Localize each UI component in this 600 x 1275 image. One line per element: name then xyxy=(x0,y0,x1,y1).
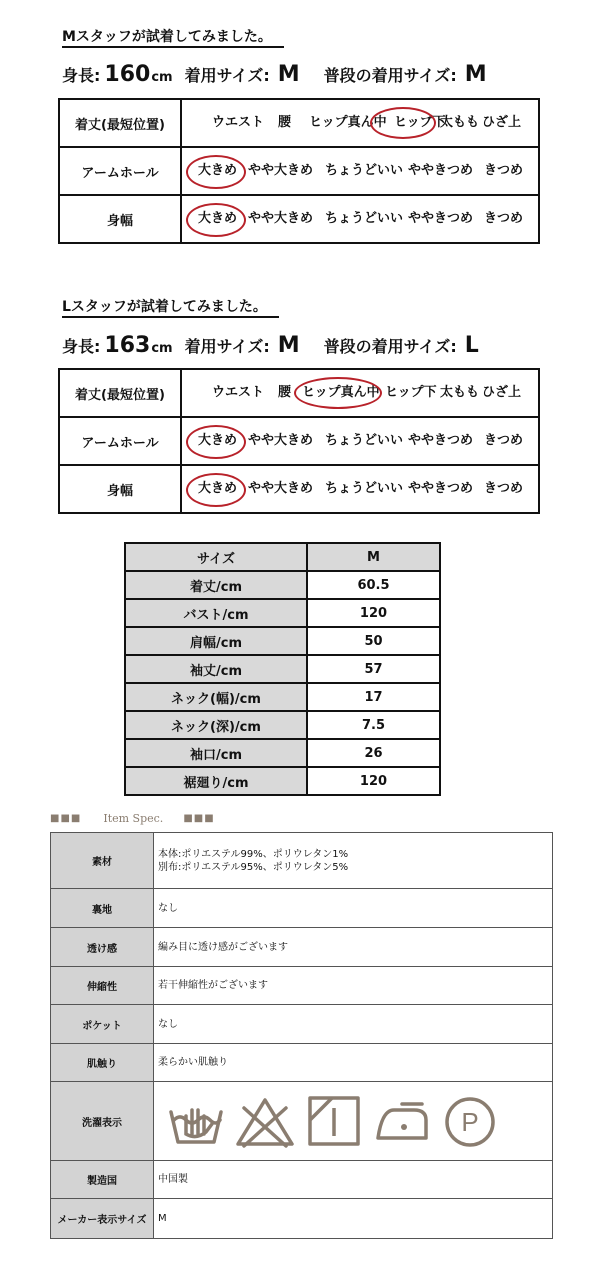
row-label: 身幅 xyxy=(59,465,181,513)
option-selected: 大きめ xyxy=(198,433,238,448)
table-row xyxy=(125,767,440,795)
fit-row-width xyxy=(59,465,539,513)
spec-key: 透け感 xyxy=(51,928,154,967)
spec-value: なし xyxy=(154,889,553,928)
size-header-value: M xyxy=(307,543,440,571)
option: ややきつめ xyxy=(408,163,474,178)
option-selected: ヒップ下 xyxy=(394,115,446,130)
size-label: 着用サイズ: xyxy=(184,337,270,356)
option: 腰 xyxy=(278,115,292,130)
dry-clean-p-icon xyxy=(442,1094,498,1148)
option: やや大きめ xyxy=(248,481,314,496)
option: 腰 xyxy=(278,385,292,400)
spec-row-texture xyxy=(51,1044,553,1082)
spec-row-lining xyxy=(51,889,553,928)
usual-size-label: 普段の着用サイズ: xyxy=(323,337,457,356)
fit-row-armhole xyxy=(59,147,539,195)
spec-row-stretch xyxy=(51,967,553,1005)
spec-key: 洗濯表示 xyxy=(51,1082,154,1161)
spec-row-origin xyxy=(51,1161,553,1199)
option: ヒップ真ん中 xyxy=(309,115,387,130)
size-value: 120 xyxy=(307,767,440,795)
item-spec-table xyxy=(50,832,553,1239)
staff-l-stats xyxy=(62,333,479,358)
row-label: 着丈(最短位置) xyxy=(59,369,181,417)
height-label: 身長: xyxy=(62,66,101,85)
size-header-key: サイズ xyxy=(125,543,307,571)
selection-ring xyxy=(186,473,246,507)
header-marks-left: ■■■ xyxy=(50,813,82,824)
option: 太もも xyxy=(440,385,480,400)
option: ちょうどいい xyxy=(325,481,404,496)
option: ひざ上 xyxy=(482,385,522,400)
size-key: バスト/cm xyxy=(125,599,307,627)
staff-m-stats xyxy=(62,62,487,87)
spec-row-material xyxy=(51,833,553,889)
svg-text:P: P xyxy=(461,1107,479,1137)
option: ウエスト xyxy=(212,115,265,130)
size-key: 着丈/cm xyxy=(125,571,307,599)
spec-value-line: 本体:ポリエステル99%、ポリウレタン1% xyxy=(158,848,349,860)
spec-key: 肌触り xyxy=(51,1044,154,1082)
option: ヒップ下 xyxy=(385,385,437,400)
table-row xyxy=(125,571,440,599)
option: ウエスト xyxy=(212,385,265,400)
height-unit: cm xyxy=(151,70,173,85)
height-value: 160 xyxy=(104,62,151,87)
option: やや大きめ xyxy=(248,211,314,226)
option: ややきつめ xyxy=(408,481,474,496)
item-spec-header xyxy=(50,812,215,825)
height-unit: cm xyxy=(151,341,173,356)
selection-ring xyxy=(186,425,246,459)
size-key: ネック(深)/cm xyxy=(125,711,307,739)
option: ひざ上 xyxy=(482,115,522,130)
option: ちょうどいい xyxy=(325,211,404,226)
table-row xyxy=(125,655,440,683)
option: 太もも xyxy=(440,115,480,130)
option: きつめ xyxy=(484,481,524,496)
option: やや大きめ xyxy=(248,433,314,448)
size-value: 17 xyxy=(307,683,440,711)
item-spec-title: Item Spec. xyxy=(103,812,164,825)
size-table xyxy=(124,542,441,796)
option: ややきつめ xyxy=(408,433,474,448)
usual-size-value: M xyxy=(464,62,487,87)
spec-row-sheerness xyxy=(51,928,553,967)
option-selected: ヒップ真ん中 xyxy=(302,385,380,400)
size-value: 120 xyxy=(307,599,440,627)
selection-ring xyxy=(186,203,246,237)
fit-row-width xyxy=(59,195,539,243)
size-value: 60.5 xyxy=(307,571,440,599)
spec-value: 柔らかい肌触り xyxy=(154,1044,553,1082)
size-label: 着用サイズ: xyxy=(184,66,270,85)
spec-key: 製造国 xyxy=(51,1161,154,1199)
spec-key: 裏地 xyxy=(51,889,154,928)
row-label: アームホール xyxy=(59,147,181,195)
size-key: 肩幅/cm xyxy=(125,627,307,655)
spec-row-maker-size xyxy=(51,1199,553,1239)
size-key: 袖丈/cm xyxy=(125,655,307,683)
option: きつめ xyxy=(484,163,524,178)
care-icons xyxy=(158,1094,552,1148)
iron-low-icon xyxy=(372,1094,434,1148)
table-row xyxy=(125,739,440,767)
height-label: 身長: xyxy=(62,337,101,356)
staff-l-title: Lスタッフが試着してみました。 xyxy=(62,298,279,318)
do-not-bleach-icon xyxy=(234,1094,296,1148)
spec-key: 素材 xyxy=(51,833,154,889)
spec-value: 若干伸縮性がございます xyxy=(154,967,553,1005)
size-value: M xyxy=(277,62,300,87)
size-key: 袖口/cm xyxy=(125,739,307,767)
selection-ring xyxy=(186,155,246,189)
option-selected: 大きめ xyxy=(198,211,238,226)
spec-value: 編み目に透け感がございます xyxy=(154,928,553,967)
size-key: 裾廻り/cm xyxy=(125,767,307,795)
size-value: 7.5 xyxy=(307,711,440,739)
option: きつめ xyxy=(484,211,524,226)
option: ちょうどいい xyxy=(325,163,404,178)
table-row xyxy=(125,683,440,711)
header-marks-right: ■■■ xyxy=(183,813,215,824)
option: ややきつめ xyxy=(408,211,474,226)
spec-row-pocket xyxy=(51,1005,553,1044)
size-value: 26 xyxy=(307,739,440,767)
height-value: 163 xyxy=(104,333,151,358)
option: やや大きめ xyxy=(248,163,314,178)
spec-key: 伸縮性 xyxy=(51,967,154,1005)
option-selected: 大きめ xyxy=(198,163,238,178)
option-selected: 大きめ xyxy=(198,481,238,496)
size-value: 57 xyxy=(307,655,440,683)
hand-wash-icon xyxy=(166,1094,226,1148)
fit-row-length xyxy=(59,99,539,147)
size-key: ネック(幅)/cm xyxy=(125,683,307,711)
table-row xyxy=(125,711,440,739)
usual-size-label: 普段の着用サイズ: xyxy=(323,66,457,85)
option: きつめ xyxy=(484,433,524,448)
spec-row-care xyxy=(51,1082,553,1161)
staff-m-title: Mスタッフが試着してみました。 xyxy=(62,28,284,48)
option: ちょうどいい xyxy=(325,433,404,448)
spec-value: 中国製 xyxy=(154,1161,553,1199)
row-label: 身幅 xyxy=(59,195,181,243)
fit-row-length xyxy=(59,369,539,417)
spec-key: ポケット xyxy=(51,1005,154,1044)
table-row xyxy=(125,599,440,627)
size-value: 50 xyxy=(307,627,440,655)
row-label: 着丈(最短位置) xyxy=(59,99,181,147)
spec-value: M xyxy=(154,1199,553,1239)
usual-size-value: L xyxy=(464,333,479,358)
size-table-header xyxy=(125,543,440,571)
fit-row-armhole xyxy=(59,417,539,465)
size-value: M xyxy=(277,333,300,358)
row-label: アームホール xyxy=(59,417,181,465)
spec-key: メーカー表示サイズ xyxy=(51,1199,154,1239)
spec-value: なし xyxy=(154,1005,553,1044)
table-row xyxy=(125,627,440,655)
spec-value-line: 別布:ポリエステル95%、ポリウレタン5% xyxy=(158,861,349,873)
selection-ring xyxy=(294,377,382,409)
selection-ring xyxy=(370,107,436,139)
line-dry-shade-icon xyxy=(304,1094,364,1148)
staff-l-fit-table xyxy=(58,368,540,514)
staff-m-fit-table xyxy=(58,98,540,244)
